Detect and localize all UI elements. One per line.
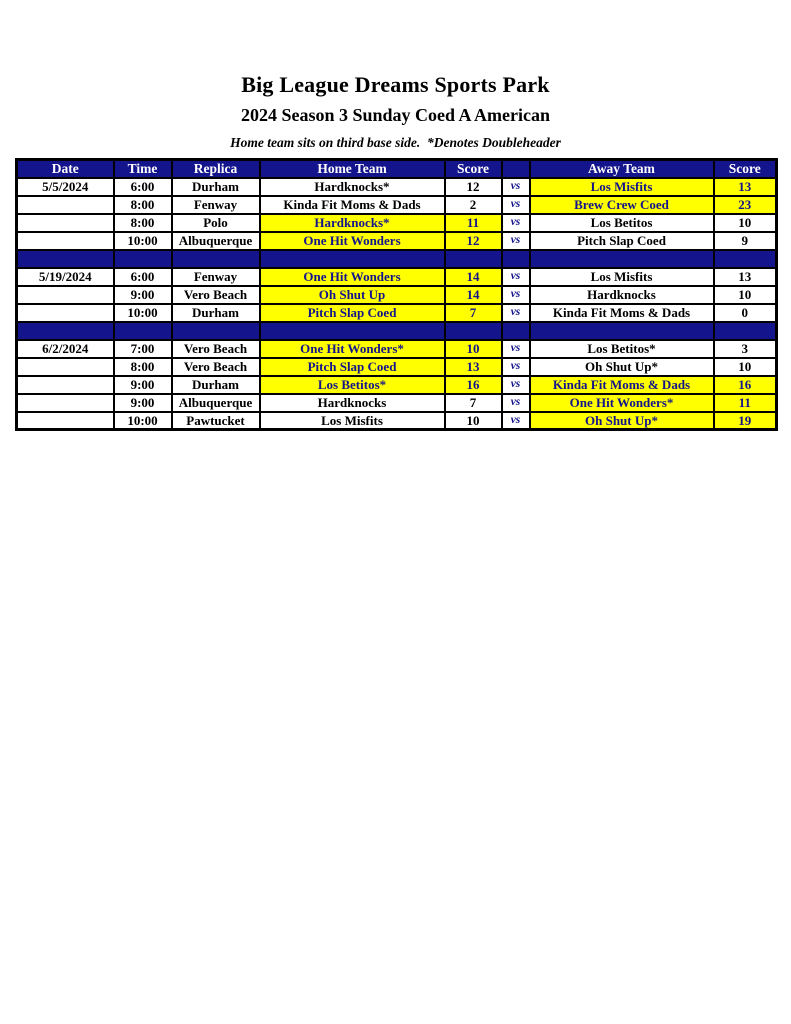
schedule-table bbox=[15, 158, 778, 431]
away-team-cell: One Hit Wonders* bbox=[530, 394, 714, 412]
vs-cell: vs bbox=[502, 376, 530, 394]
separator-cell bbox=[530, 322, 714, 340]
home-score-cell: 11 bbox=[445, 214, 502, 232]
away-score-cell: 13 bbox=[714, 178, 777, 196]
home-score-cell: 16 bbox=[445, 376, 502, 394]
home-team-cell: Los Betitos* bbox=[260, 376, 445, 394]
vs-cell: vs bbox=[502, 268, 530, 286]
away-score-cell: 16 bbox=[714, 376, 777, 394]
game-row bbox=[17, 268, 777, 286]
col-header-replica: Replica bbox=[172, 160, 260, 178]
home-score-cell: 2 bbox=[445, 196, 502, 214]
replica-cell: Durham bbox=[172, 376, 260, 394]
separator-cell bbox=[114, 322, 172, 340]
game-row bbox=[17, 376, 777, 394]
replica-cell: Fenway bbox=[172, 268, 260, 286]
vs-cell: vs bbox=[502, 286, 530, 304]
home-team-cell: Kinda Fit Moms & Dads bbox=[260, 196, 445, 214]
separator-cell bbox=[260, 322, 445, 340]
home-team-cell: Pitch Slap Coed bbox=[260, 304, 445, 322]
date-cell: 6/2/2024 bbox=[17, 340, 114, 358]
date-cell bbox=[17, 286, 114, 304]
separator-cell bbox=[714, 250, 777, 268]
replica-cell: Vero Beach bbox=[172, 340, 260, 358]
page-subtitle: 2024 Season 3 Sunday Coed A American bbox=[240, 105, 551, 125]
game-row bbox=[17, 394, 777, 412]
separator-cell bbox=[17, 250, 114, 268]
game-row bbox=[17, 196, 777, 214]
col-header-home-team: Home Team bbox=[260, 160, 445, 178]
vs-cell: vs bbox=[502, 304, 530, 322]
time-cell: 6:00 bbox=[114, 268, 172, 286]
home-team-cell: Los Misfits bbox=[260, 412, 445, 430]
time-cell: 10:00 bbox=[114, 232, 172, 250]
vs-cell: vs bbox=[502, 196, 530, 214]
replica-cell: Albuquerque bbox=[172, 394, 260, 412]
home-score-cell: 12 bbox=[445, 178, 502, 196]
replica-cell: Durham bbox=[172, 304, 260, 322]
away-team-cell: Los Misfits bbox=[530, 268, 714, 286]
home-score-cell: 7 bbox=[445, 304, 502, 322]
replica-cell: Vero Beach bbox=[172, 358, 260, 376]
home-team-cell: Hardknocks bbox=[260, 394, 445, 412]
away-team-cell: Oh Shut Up* bbox=[530, 412, 714, 430]
away-score-cell: 10 bbox=[714, 358, 777, 376]
time-cell: 6:00 bbox=[114, 178, 172, 196]
vs-cell: vs bbox=[502, 394, 530, 412]
time-cell: 8:00 bbox=[114, 196, 172, 214]
separator-cell bbox=[714, 322, 777, 340]
date-cell bbox=[17, 376, 114, 394]
game-row bbox=[17, 340, 777, 358]
vs-cell: vs bbox=[502, 178, 530, 196]
separator-cell bbox=[445, 250, 502, 268]
separator-cell bbox=[260, 250, 445, 268]
home-team-cell: Oh Shut Up bbox=[260, 286, 445, 304]
time-cell: 9:00 bbox=[114, 376, 172, 394]
col-header-away-score: Score bbox=[714, 160, 777, 178]
col-header-vs bbox=[502, 160, 530, 178]
vs-cell: vs bbox=[502, 358, 530, 376]
away-score-cell: 11 bbox=[714, 394, 777, 412]
vs-cell: vs bbox=[502, 214, 530, 232]
time-cell: 8:00 bbox=[114, 214, 172, 232]
home-team-cell: One Hit Wonders* bbox=[260, 340, 445, 358]
away-score-cell: 10 bbox=[714, 286, 777, 304]
away-team-cell: Los Betitos bbox=[530, 214, 714, 232]
vs-cell: vs bbox=[502, 340, 530, 358]
away-score-cell: 13 bbox=[714, 268, 777, 286]
game-row bbox=[17, 214, 777, 232]
home-score-cell: 7 bbox=[445, 394, 502, 412]
date-cell bbox=[17, 196, 114, 214]
date-cell: 5/5/2024 bbox=[17, 178, 114, 196]
col-header-home-score: Score bbox=[445, 160, 502, 178]
home-score-cell: 10 bbox=[445, 412, 502, 430]
game-row bbox=[17, 358, 777, 376]
date-cell bbox=[17, 232, 114, 250]
col-header-time: Time bbox=[114, 160, 172, 178]
date-cell bbox=[17, 358, 114, 376]
away-score-cell: 23 bbox=[714, 196, 777, 214]
away-team-cell: Kinda Fit Moms & Dads bbox=[530, 304, 714, 322]
time-cell: 9:00 bbox=[114, 394, 172, 412]
time-cell: 10:00 bbox=[114, 412, 172, 430]
separator-row bbox=[17, 250, 777, 268]
col-header-date: Date bbox=[17, 160, 114, 178]
time-cell: 10:00 bbox=[114, 304, 172, 322]
away-score-cell: 19 bbox=[714, 412, 777, 430]
separator-cell bbox=[502, 322, 530, 340]
away-score-cell: 0 bbox=[714, 304, 777, 322]
away-team-cell: Oh Shut Up* bbox=[530, 358, 714, 376]
time-cell: 8:00 bbox=[114, 358, 172, 376]
home-score-cell: 13 bbox=[445, 358, 502, 376]
game-row bbox=[17, 232, 777, 250]
separator-cell bbox=[172, 322, 260, 340]
vs-cell: vs bbox=[502, 232, 530, 250]
away-team-cell: Pitch Slap Coed bbox=[530, 232, 714, 250]
game-row bbox=[17, 412, 777, 430]
game-row bbox=[17, 304, 777, 322]
date-cell bbox=[17, 214, 114, 232]
away-team-cell: Los Misfits bbox=[530, 178, 714, 196]
home-score-cell: 10 bbox=[445, 340, 502, 358]
away-score-cell: 10 bbox=[714, 214, 777, 232]
col-header-away-team: Away Team bbox=[530, 160, 714, 178]
schedule-table-body bbox=[17, 178, 777, 430]
home-team-cell: Hardknocks* bbox=[260, 178, 445, 196]
separator-cell bbox=[502, 250, 530, 268]
separator-cell bbox=[172, 250, 260, 268]
separator-cell bbox=[17, 322, 114, 340]
game-row bbox=[17, 286, 777, 304]
home-team-cell: One Hit Wonders bbox=[260, 268, 445, 286]
replica-cell: Fenway bbox=[172, 196, 260, 214]
away-team-cell: Hardknocks bbox=[530, 286, 714, 304]
vs-cell: vs bbox=[502, 412, 530, 430]
replica-cell: Durham bbox=[172, 178, 260, 196]
replica-cell: Vero Beach bbox=[172, 286, 260, 304]
away-team-cell: Los Betitos* bbox=[530, 340, 714, 358]
separator-cell bbox=[445, 322, 502, 340]
legend-note: Home team sits on third base side. *Denotes Doubleheader bbox=[230, 135, 561, 150]
time-cell: 9:00 bbox=[114, 286, 172, 304]
replica-cell: Pawtucket bbox=[172, 412, 260, 430]
page-header bbox=[0, 0, 791, 151]
home-team-cell: Hardknocks* bbox=[260, 214, 445, 232]
header-row bbox=[17, 160, 777, 178]
separator-row bbox=[17, 322, 777, 340]
page-title: Big League Dreams Sports Park bbox=[241, 72, 550, 97]
away-team-cell: Brew Crew Coed bbox=[530, 196, 714, 214]
away-team-cell: Kinda Fit Moms & Dads bbox=[530, 376, 714, 394]
home-team-cell: One Hit Wonders bbox=[260, 232, 445, 250]
replica-cell: Polo bbox=[172, 214, 260, 232]
home-score-cell: 14 bbox=[445, 268, 502, 286]
home-team-cell: Pitch Slap Coed bbox=[260, 358, 445, 376]
date-cell: 5/19/2024 bbox=[17, 268, 114, 286]
home-score-cell: 12 bbox=[445, 232, 502, 250]
separator-cell bbox=[530, 250, 714, 268]
time-cell: 7:00 bbox=[114, 340, 172, 358]
separator-cell bbox=[114, 250, 172, 268]
date-cell bbox=[17, 304, 114, 322]
away-score-cell: 9 bbox=[714, 232, 777, 250]
replica-cell: Albuquerque bbox=[172, 232, 260, 250]
home-score-cell: 14 bbox=[445, 286, 502, 304]
date-cell bbox=[17, 394, 114, 412]
date-cell bbox=[17, 412, 114, 430]
game-row bbox=[17, 178, 777, 196]
away-score-cell: 3 bbox=[714, 340, 777, 358]
